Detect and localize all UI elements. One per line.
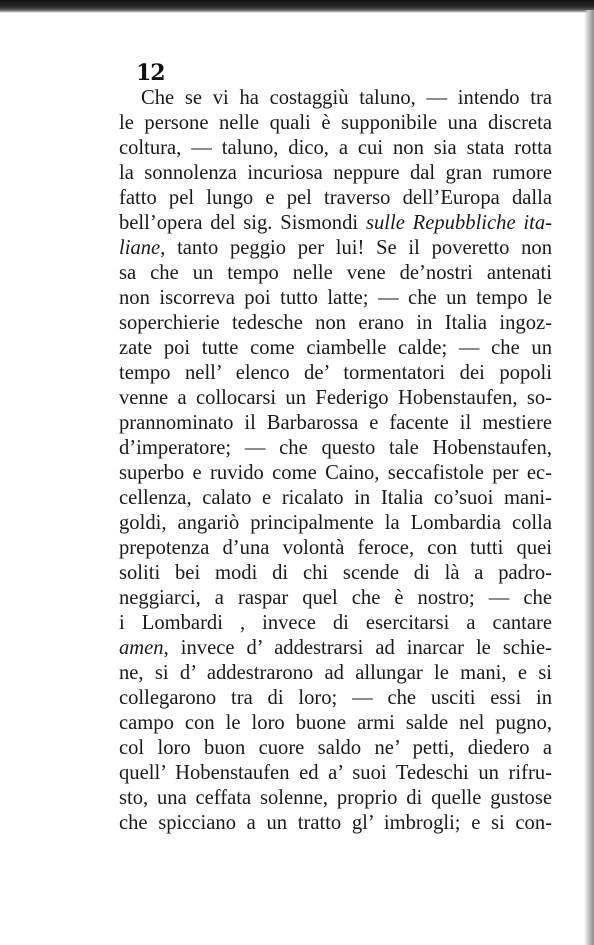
text-line (119, 211, 552, 236)
text-segment: , tanto peggio per lui! Se il poveretto non (160, 237, 552, 259)
scan-top-edge (0, 0, 594, 13)
text-line: cellenza, calato e ricalato in Italia co’suoi mani- (119, 487, 552, 509)
text-line: ne, si d’ addestrarono ad allungar le mani, e si (119, 662, 552, 684)
text-line: zate poi tutte come ciambelle calde; — che un (119, 337, 552, 359)
italic-title-segment: liane (119, 237, 161, 259)
text-line: soliti bei modi di chi scende di là a padro- (119, 562, 552, 584)
text-line: le persone nelle quali è supponibile una discreta (119, 112, 552, 134)
text-line: non iscorreva poi tutto latte; — che un tempo le (119, 287, 552, 309)
text-line: tempo nell’ elenco de’ tormentatori dei popoli (119, 362, 552, 384)
text-line (119, 236, 552, 261)
page-number: 12 (136, 60, 165, 86)
text-line: soperchierie tedesche non erano in Italia ingoz- (119, 312, 552, 334)
text-line: superbo e ruvido come Caino, seccafistole per ec- (119, 462, 552, 484)
text-line: neggiarci, a raspar quel che è nostro; — che (119, 587, 552, 609)
text-line: col loro buon cuore saldo ne’ petti, diedero a (119, 737, 552, 759)
text-line: d’imperatore; — che questo tale Hobenstaufen, (119, 437, 552, 459)
text-line: goldi, angariò principalmente la Lombardia colla (119, 512, 552, 534)
text-line: Che se vi ha costaggiù taluno, — intendo tra (141, 87, 552, 109)
scan-right-edge (584, 10, 594, 945)
text-line: collegarono tra di loro; — che usciti essi in (119, 687, 552, 709)
text-line: sa che un tempo nelle vene de’nostri antenati (119, 262, 552, 284)
text-segment: , invece d’ addestrarsi ad inarcar le schie- (163, 637, 552, 659)
text-line: i Lombardi , invece di esercitarsi a cantare (119, 612, 552, 634)
text-line: campo con le loro buone armi salde nel pugno, (119, 712, 552, 734)
text-line: sto, una ceffata solenne, proprio di quelle gustose (119, 787, 552, 809)
text-line: la sonnolenza incuriosa neppure dal gran rumore (119, 162, 552, 184)
text-line: che spicciano a un tratto gl’ imbrogli; e si con- (119, 812, 552, 834)
body-text (119, 86, 552, 836)
text-line: coltura, — taluno, dico, a cui non sia stata rotta (119, 137, 552, 159)
text-line: quell’ Hobenstaufen ed a’ suoi Tedeschi un rifru- (119, 762, 552, 784)
text-line: prannominato il Barbarossa e facente il mestiere (119, 412, 552, 434)
text-segment: bell’opera del sig. Sismondi (119, 212, 366, 234)
text-line: fatto pel lungo e pel traverso dell’Europa dalla (119, 187, 552, 209)
italic-title-segment: sulle Repubbliche ita- (365, 212, 553, 234)
text-line: prepotenza d’una volontà feroce, con tutti quei (119, 537, 552, 559)
italic-title-segment: amen (119, 637, 164, 659)
text-line (119, 636, 552, 661)
text-line: venne a collocarsi un Federigo Hobenstaufen, so- (119, 387, 552, 409)
